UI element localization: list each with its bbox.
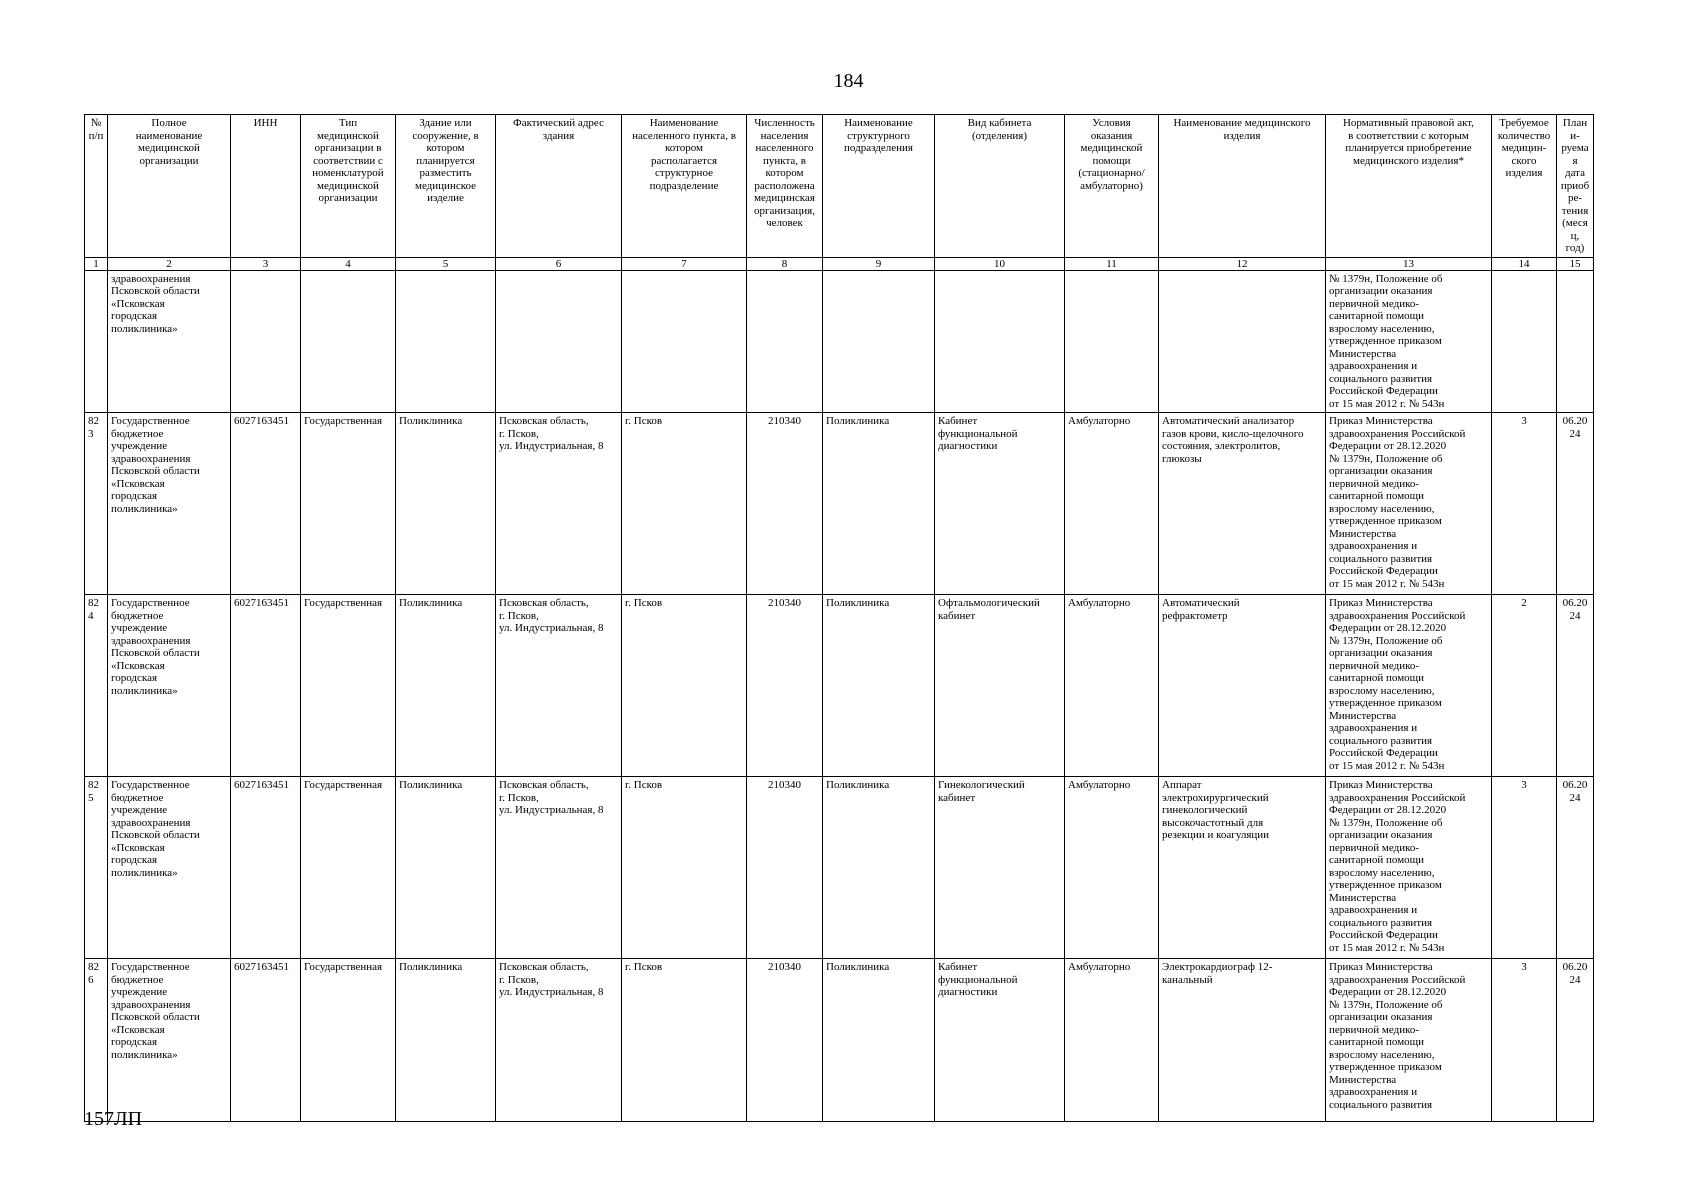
cell-device: Автоматический анализатор газов крови, кисло-щелочного состояния, электролитов, глюкозы [1159,413,1326,595]
cell-address: Псковская область, г. Псков, ул. Индустриальная, 8 [496,595,622,777]
cell-qty: 3 [1492,959,1557,1122]
cell-conditions: Амбулаторно [1065,777,1159,959]
cell-date: 06.2024 [1557,959,1594,1122]
header-cell: Полное наименование медицинской организации [108,115,231,258]
cell-building: Поликлиника [396,959,496,1122]
cell-cabinet: Гинекологический кабинет [935,777,1065,959]
cell-population: 210340 [747,777,823,959]
page-number: 184 [833,70,864,92]
header-cell: Требуемое количество медицин- ского изделия [1492,115,1557,258]
cell-cabinet [935,270,1065,413]
cell-date: 06.2024 [1557,413,1594,595]
cell-device: Аппарат электрохирургический гинекологический высокочастотный для резекции и коагуляции [1159,777,1326,959]
column-number: 15 [1557,257,1594,270]
cell-device [1159,270,1326,413]
cell-type: Государственная [301,595,396,777]
cell-population [747,270,823,413]
cell-locality [622,270,747,413]
cell-act: Приказ Министерства здравоохранения Российской Федерации от 28.12.2020 № 1379н, Положение об организации оказания первичной медико- санитарной помощи взрослому населению, утвержденное приказом Министерства здравоохранения и социального развития Российской Федерации от 15 мая 2012 г. № 543н [1326,777,1492,959]
cell-conditions [1065,270,1159,413]
equipment-table [84,114,1594,1122]
cell-building: Поликлиника [396,413,496,595]
cell-type [301,270,396,413]
continuation-row [85,270,1594,413]
cell-address: Псковская область, г. Псков, ул. Индустриальная, 8 [496,413,622,595]
cell-cabinet: Офтальмологический кабинет [935,595,1065,777]
cell-conditions: Амбулаторно [1065,413,1159,595]
cell-org: Государственное бюджетное учреждение здравоохранения Псковской области «Псковская городская поликлиника» [108,413,231,595]
header-cell: Плани- руемая дата приобре- тения (месяц, год) [1557,115,1594,258]
cell-qty: 2 [1492,595,1557,777]
cell-address: Псковская область, г. Псков, ул. Индустриальная, 8 [496,777,622,959]
cell-cabinet: Кабинет функциональной диагностики [935,959,1065,1122]
cell-num: 825 [85,777,108,959]
cell-act: № 1379н, Положение об организации оказания первичной медико- санитарной помощи взрослому населению, утвержденное приказом Министерства здравоохранения и социального развития Российской Федерации от 15 мая 2012 г. № 543н [1326,270,1492,413]
cell-address: Псковская область, г. Псков, ул. Индустриальная, 8 [496,959,622,1122]
header-cell: № п/п [85,115,108,258]
cell-population: 210340 [747,959,823,1122]
header-cell: Тип медицинской организации в соответствии с номенклатурой медицинской организации [301,115,396,258]
cell-act: Приказ Министерства здравоохранения Российской Федерации от 28.12.2020 № 1379н, Положение об организации оказания первичной медико- санитарной помощи взрослому населению, утвержденное приказом Министерства здравоохранения и социального развития [1326,959,1492,1122]
cell-date: 06.2024 [1557,777,1594,959]
cell-inn: 6027163451 [231,777,301,959]
cell-org: Государственное бюджетное учреждение здравоохранения Псковской области «Псковская городская поликлиника» [108,959,231,1122]
table-row [85,595,1594,777]
table-row [85,959,1594,1122]
cell-num [85,270,108,413]
cell-act: Приказ Министерства здравоохранения Российской Федерации от 28.12.2020 № 1379н, Положение об организации оказания первичной медико- санитарной помощи взрослому населению, утвержденное приказом Министерства здравоохранения и социального развития Российской Федерации от 15 мая 2012 г. № 543н [1326,595,1492,777]
cell-num: 824 [85,595,108,777]
cell-locality: г. Псков [622,959,747,1122]
column-number: 10 [935,257,1065,270]
header-cell: Вид кабинета (отделения) [935,115,1065,258]
cell-type: Государственная [301,777,396,959]
cell-num: 823 [85,413,108,595]
cell-population: 210340 [747,595,823,777]
cell-conditions: Амбулаторно [1065,959,1159,1122]
cell-locality: г. Псков [622,595,747,777]
cell-locality: г. Псков [622,413,747,595]
column-number: 9 [823,257,935,270]
cell-conditions: Амбулаторно [1065,595,1159,777]
table-row [85,413,1594,595]
cell-org: Государственное бюджетное учреждение здравоохранения Псковской области «Псковская городская поликлиника» [108,595,231,777]
cell-unit [823,270,935,413]
cell-building: Поликлиника [396,595,496,777]
column-number: 7 [622,257,747,270]
cell-device: Автоматический рефрактометр [1159,595,1326,777]
cell-type: Государственная [301,959,396,1122]
column-number: 6 [496,257,622,270]
column-number: 1 [85,257,108,270]
column-number: 4 [301,257,396,270]
column-number: 8 [747,257,823,270]
column-number: 13 [1326,257,1492,270]
cell-date [1557,270,1594,413]
cell-unit: Поликлиника [823,777,935,959]
cell-building: Поликлиника [396,777,496,959]
column-number: 12 [1159,257,1326,270]
header-row [85,115,1594,258]
column-number: 2 [108,257,231,270]
cell-org: здравоохранения Псковской области «Псковская городская поликлиника» [108,270,231,413]
cell-cabinet: Кабинет функциональной диагностики [935,413,1065,595]
header-cell: Фактический адрес здания [496,115,622,258]
column-number: 14 [1492,257,1557,270]
cell-qty: 3 [1492,413,1557,595]
cell-locality: г. Псков [622,777,747,959]
column-number: 11 [1065,257,1159,270]
header-cell: Наименование медицинского изделия [1159,115,1326,258]
cell-unit: Поликлиника [823,959,935,1122]
cell-unit: Поликлиника [823,413,935,595]
cell-qty: 3 [1492,777,1557,959]
cell-num: 826 [85,959,108,1122]
header-cell: Условия оказания медицинской помощи (стационарно/ амбулаторно) [1065,115,1159,258]
column-number: 5 [396,257,496,270]
header-cell: Наименование структурного подразделения [823,115,935,258]
cell-qty [1492,270,1557,413]
cell-device: Электрокардиограф 12- канальный [1159,959,1326,1122]
cell-address [496,270,622,413]
cell-inn: 6027163451 [231,413,301,595]
header-cell: ИНН [231,115,301,258]
cell-date: 06.2024 [1557,595,1594,777]
cell-org: Государственное бюджетное учреждение здравоохранения Псковской области «Псковская городская поликлиника» [108,777,231,959]
cell-inn: 6027163451 [231,959,301,1122]
column-number: 3 [231,257,301,270]
header-cell: Численность населения населенного пункта, в котором расположена медицинская организация, человек [747,115,823,258]
cell-population: 210340 [747,413,823,595]
header-cell: Нормативный правовой акт, в соответствии с которым планируется приобретение медицинского изделия* [1326,115,1492,258]
footer-code: 157ЛП [84,1108,143,1130]
column-number-row [85,257,1594,270]
cell-act: Приказ Министерства здравоохранения Российской Федерации от 28.12.2020 № 1379н, Положение об организации оказания первичной медико- санитарной помощи взрослому населению, утвержденное приказом Министерства здравоохранения и социального развития Российской Федерации от 15 мая 2012 г. № 543н [1326,413,1492,595]
cell-inn: 6027163451 [231,595,301,777]
cell-inn [231,270,301,413]
header-cell: Наименование населенного пункта, в котором располагается структурное подразделение [622,115,747,258]
cell-building [396,270,496,413]
cell-unit: Поликлиника [823,595,935,777]
header-cell: Здание или сооружение, в котором планируется разместить медицинское изделие [396,115,496,258]
table-row [85,777,1594,959]
cell-type: Государственная [301,413,396,595]
